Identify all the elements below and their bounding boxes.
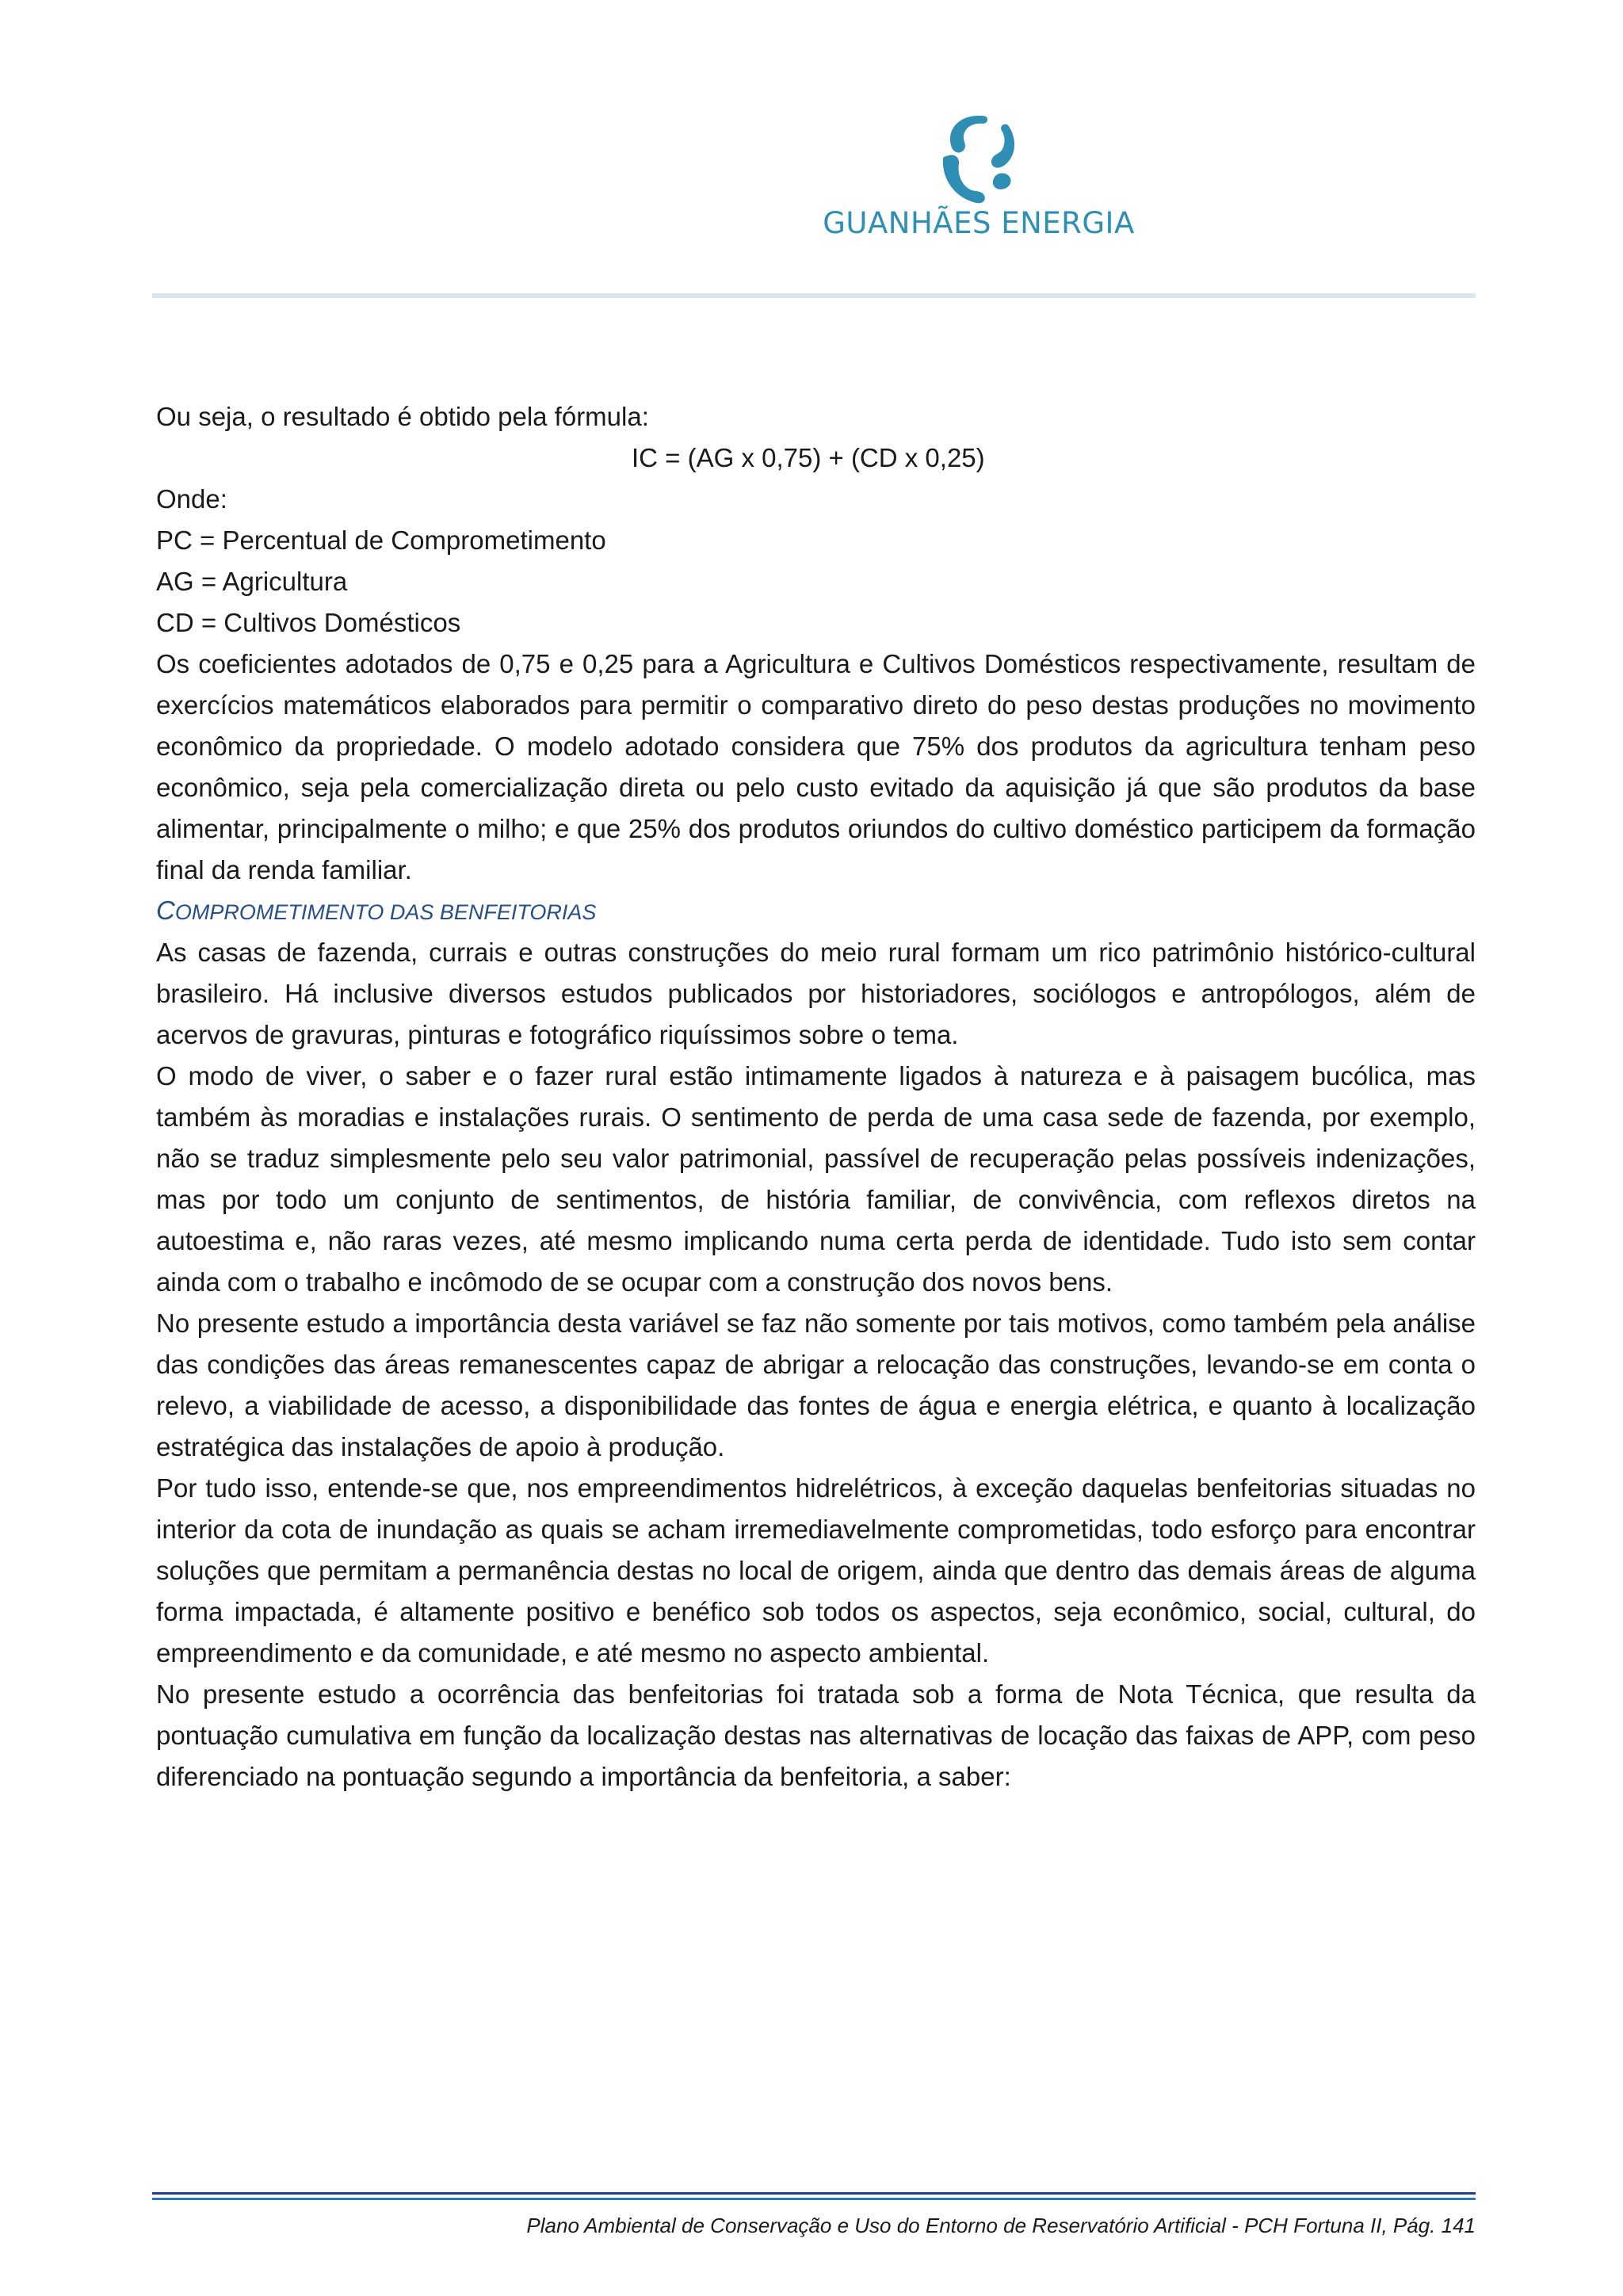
page-body [156,396,1476,1797]
coefficients-paragraph: Os coeficientes adotados de 0,75 e 0,25 para a Agricultura e Cultivos Domésticos respectivamente, resultam de exercícios matemáticos elaborados para permitir o comparativo direto do peso destas produções no movimento econômico da propriedade. O modelo adotado considera que 75% dos produtos da agricultura tenham peso econômico, seja pela comercialização direta ou pelo custo evitado da aquisição já que são produtos da base alimentar, principalmente o milho; e que 25% dos produtos oriundos do cultivo doméstico participem da formação final da renda familiar. [156,649,1476,884]
footer-divider-light [152,2198,1476,2200]
paragraph-patrimonio: As casas de fazenda, currais e outras construções do meio rural formam um rico patrimônio histórico-cultural brasileiro. Há inclusive diversos estudos publicados por historiadores, sociólogos e antropólogos, além de acervos de gravuras, pinturas e fotográfico riquíssimos sobre o tema. [156,938,1476,1049]
section-heading-initial: C [156,896,175,925]
company-logo [820,109,1137,248]
page-footer: Plano Ambiental de Conservação e Uso do Entorno de Reservatório Artificial - PCH Fortuna II, Pág. 141 [526,2214,1476,2237]
paragraph-nota-tecnica: No presente estudo a ocorrência das benfeitorias foi tratada sob a forma de Nota Técnica, que resulta da pontuação cumulativa em função da localização destas nas alternativas de locação das faixas de APP, com peso diferenciado na pontuação segundo a importância da benfeitoria, a saber: [156,1679,1476,1791]
definition-pc: PC = Percentual de Comprometimento [156,525,606,555]
intro-text: Ou seja, o resultado é obtido pela fórmula: [156,402,649,431]
header-divider [152,293,1476,298]
paragraph-importancia: No presente estudo a importância desta variável se faz não somente por tais motivos, como também pela análise das condições das áreas remanescentes capaz de abrigar a relocação das construções, levando-se em conta o relevo, a viabilidade de acesso, a disponibilidade das fontes de água e energia elétrica, e quanto à localização estratégica das instalações de apoio à produção. [156,1308,1476,1461]
definition-cd: CD = Cultivos Domésticos [156,608,461,637]
definition-ag: AG = Agricultura [156,567,348,596]
paragraph-empreendimentos: Por tudo isso, entende-se que, nos empreendimentos hidrelétricos, à exceção daquelas benfeitorias situadas no interior da cota de inundação as quais se acham irremediavelmente comprometidas, todo esforço para encontrar soluções que permitam a permanência destas no local de origem, ainda que dentro das demais áreas de alguma forma impactada, é altamente positivo e benéfico sob todos os aspectos, seja econômico, social, cultural, do empreendimento e da comunidade, e até mesmo no aspecto ambiental. [156,1473,1476,1668]
section-heading-rest: OMPROMETIMENTO DAS BENFEITORIAS [174,900,597,924]
paragraph-modo-de-viver: O modo de viver, o saber e o fazer rural estão intimamente ligados à natureza e à paisagem bucólica, mas também às moradias e instalações rurais. O sentimento de perda de uma casa sede de fazenda, por exemplo, não se traduz simplesmente pelo seu valor patrimonial, passível de recuperação pelas possíveis indenizações, mas por todo um conjunto de sentimentos, de história familiar, de convivência, com reflexos diretos na autoestima e, não raras vezes, até mesmo implicando numa certa perda de identidade. Tudo isto sem contar ainda com o trabalho e incômodo de se ocupar com a construção dos novos bens. [156,1061,1476,1297]
where-label: Onde: [156,484,227,514]
guanhaes-energia-logo-icon [919,109,1038,208]
section-heading [156,891,1476,932]
logo-text: GUANHÃES ENERGIA [823,206,1135,240]
footer-divider-dark [152,2192,1476,2195]
formula: IC = (AG x 0,75) + (CD x 0,25) [632,443,985,472]
